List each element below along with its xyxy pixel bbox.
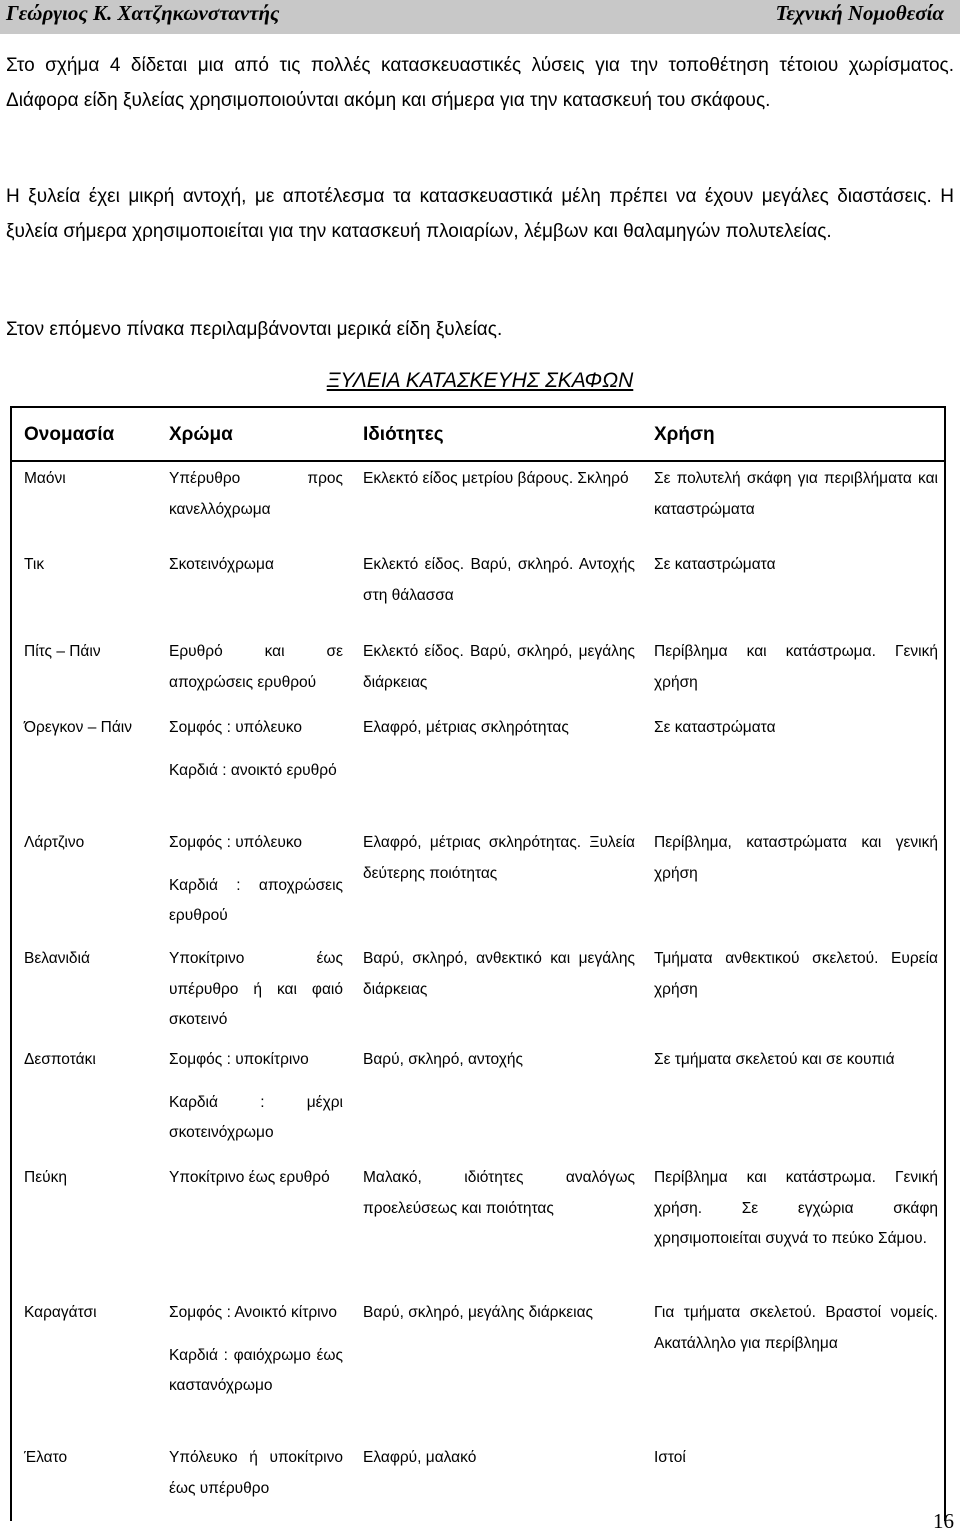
cell-use-text: Περίβλημα και κατάστρωμα. Γενική χρήση. Σε εγχώρια σκάφη χρησιμοποιείται συχνά το πεύκο Σάμου. [654, 1169, 938, 1247]
cell-color-text: Υποκίτρινο έως ερυθρό [169, 1169, 330, 1186]
cell-use [654, 713, 938, 744]
cell-use-text: Σε πολυτελή σκάφη για περιβλήματα και καταστρώματα [654, 470, 938, 518]
paragraph-3: Στον επόμενο πίνακα περιλαμβάνονται μερικά είδη ξυλείας. [6, 319, 503, 340]
table-header [12, 408, 944, 462]
cell-color-text: Καρδιά : ανοικτό ερυθρό [169, 761, 337, 779]
wood-table [10, 406, 946, 1521]
cell-use [654, 464, 938, 525]
cell-color [169, 1298, 343, 1402]
cell-properties-text: Ελαφρύ, μαλακό [363, 1449, 477, 1466]
cell-properties [363, 1163, 635, 1224]
cell-name [24, 1443, 156, 1474]
cell-color-text: Σομφός : υπόλευκο [169, 719, 303, 736]
cell-properties [363, 1298, 635, 1329]
cell-color [169, 550, 343, 581]
cell-use [654, 1298, 938, 1359]
paragraph-2: Η ξυλεία έχει μικρή αντοχή, με αποτέλεσμα τα κατασκευαστικά μέλη πρέπει να έχουν μεγάλες διαστάσεις. Η ξυλεία σήμερα χρησιμοποιείται για την κατασκευή πλοιαρίων, λέμβων και θαλαμηγών πολυτελείας. [6, 186, 954, 242]
page-number: 16 [933, 1509, 954, 1533]
cell-name-text: Πεύκη [24, 1169, 67, 1186]
header-color: Χρώμα [169, 424, 233, 445]
cell-use-text: Σε καταστρώματα [654, 719, 776, 736]
cell-use [654, 637, 938, 698]
cell-properties [363, 637, 635, 698]
cell-color [169, 1443, 343, 1504]
cell-color-text: Καρδιά : μέχρι σκοτεινόχρωμο [169, 1093, 343, 1141]
cell-color-text: Σομφός : υποκίτρινο [169, 1051, 309, 1068]
cell-color [169, 1045, 343, 1149]
cell-color-text: Υποκίτρινο έως υπέρυθρο ή και φαιό σκοτεινό [169, 950, 343, 1028]
cell-name-text: Δεσποτάκι [24, 1051, 96, 1068]
cell-name [24, 713, 156, 744]
header-subject: Τεχνική Νομοθεσία [775, 1, 944, 25]
cell-properties-text: Ελαφρό, μέτριας σκληρότητας [363, 719, 569, 736]
cell-name [24, 637, 156, 668]
cell-properties [363, 1443, 635, 1474]
cell-color-text: Υπόλευκο ή υποκίτρινο έως υπέρυθρο [169, 1449, 343, 1497]
cell-properties-text: Βαρύ, σκληρό, μεγάλης διάρκειας [363, 1304, 594, 1321]
cell-use [654, 944, 938, 1005]
cell-properties [363, 1045, 635, 1076]
cell-color [169, 637, 343, 698]
cell-color-text: Καρδιά : φαιόχρωμο έως καστανόχρωμο [169, 1346, 343, 1394]
cell-name-text: Λάρτζινο [24, 834, 85, 851]
page-header [0, 0, 960, 34]
cell-properties-text: Εκλεκτό είδος. Βαρύ, σκληρό. Αντοχής στη θάλασσα [363, 556, 635, 604]
cell-use [654, 550, 938, 581]
cell-color-text: Υπέρυθρο προς κανελλόχρωμα [169, 470, 343, 518]
cell-name-text: Μαόνι [24, 470, 66, 487]
cell-use-text: Περίβλημα και κατάστρωμα. Γενική χρήση [654, 643, 938, 691]
cell-color-text: Σομφός : Ανοικτό κίτρινο [169, 1304, 337, 1321]
cell-name-text: Έλατο [24, 1449, 68, 1466]
table-title: ΞΥΛΕΙΑ ΚΑΤΑΣΚΕΥΗΣ ΣΚΑΦΩΝ [326, 369, 634, 392]
cell-name-text: Τικ [24, 556, 45, 573]
cell-use [654, 1045, 938, 1076]
cell-name-text: Όρεγκον – Πάιν [24, 719, 132, 736]
cell-name [24, 550, 156, 581]
cell-use [654, 1163, 938, 1255]
header-use: Χρήση [654, 424, 715, 445]
cell-name [24, 464, 156, 495]
cell-properties [363, 464, 635, 495]
header-properties: Ιδιότητες [363, 424, 444, 445]
cell-properties-text: Μαλακό, ιδιότητες αναλόγως προελεύσεως και ποιότητας [363, 1169, 635, 1217]
cell-color [169, 828, 343, 932]
cell-color-text: Σομφός : υπόλευκο [169, 834, 303, 851]
cell-name [24, 828, 156, 859]
cell-properties [363, 713, 635, 744]
paragraph-1: Στο σχήμα 4 δίδεται μια από τις πολλές κατασκευαστικές λύσεις για την τοποθέτηση τέτοιου χωρίσματος. Διάφορα είδη ξυλείας χρησιμοποιούνται ακόμη και σήμερα για την κατασκευή του σκάφους. [6, 55, 954, 111]
cell-use-text: Τμήματα ανθεκτικού σκελετού. Ευρεία χρήση [654, 950, 938, 998]
cell-use [654, 1443, 938, 1474]
cell-properties [363, 550, 635, 611]
cell-color [169, 713, 343, 786]
cell-color-text: Καρδιά : αποχρώσεις ερυθρού [169, 876, 343, 924]
cell-color [169, 944, 343, 1036]
cell-name-text: Βελανιδιά [24, 950, 90, 967]
cell-use-text: Για τμήματα σκελετού. Βραστοί νομείς. Ακατάλληλο για περίβλημα [654, 1304, 938, 1352]
cell-name [24, 1045, 156, 1076]
header-author: Γεώργιος Κ. Χατζηκωνσταντής [6, 1, 280, 25]
cell-properties [363, 944, 635, 1005]
cell-color-text: Ερυθρό και σε αποχρώσεις ερυθρού [169, 643, 343, 691]
cell-color [169, 464, 343, 525]
cell-color [169, 1163, 343, 1194]
cell-properties [363, 828, 635, 889]
cell-properties-text: Βαρύ, σκληρό, αντοχής [363, 1051, 523, 1068]
header-name: Ονομασία [24, 424, 115, 445]
cell-color-text: Σκοτεινόχρωμα [169, 556, 274, 573]
cell-use-text: Σε καταστρώματα [654, 556, 776, 573]
cell-use-text: Περίβλημα, καταστρώματα και γενική χρήση [654, 834, 938, 882]
cell-name-text: Πίτς – Πάιν [24, 643, 101, 660]
cell-name [24, 944, 156, 975]
cell-properties-text: Εκλεκτό είδος μετρίου βάρους. Σκληρό [363, 470, 629, 487]
cell-use-text: Σε τμήματα σκελετού και σε κουπιά [654, 1051, 895, 1068]
cell-use-text: Ιστοί [654, 1449, 686, 1466]
cell-name [24, 1298, 156, 1329]
cell-use [654, 828, 938, 889]
cell-properties-text: Εκλεκτό είδος. Βαρύ, σκληρό, μεγάλης διάρκειας [363, 643, 635, 691]
cell-properties-text: Βαρύ, σκληρό, ανθεκτικό και μεγάλης διάρκειας [363, 950, 635, 998]
cell-name [24, 1163, 156, 1194]
cell-name-text: Καραγάτσι [24, 1304, 97, 1321]
cell-properties-text: Ελαφρό, μέτριας σκληρότητας. Ξυλεία δεύτερης ποιότητας [363, 834, 635, 882]
